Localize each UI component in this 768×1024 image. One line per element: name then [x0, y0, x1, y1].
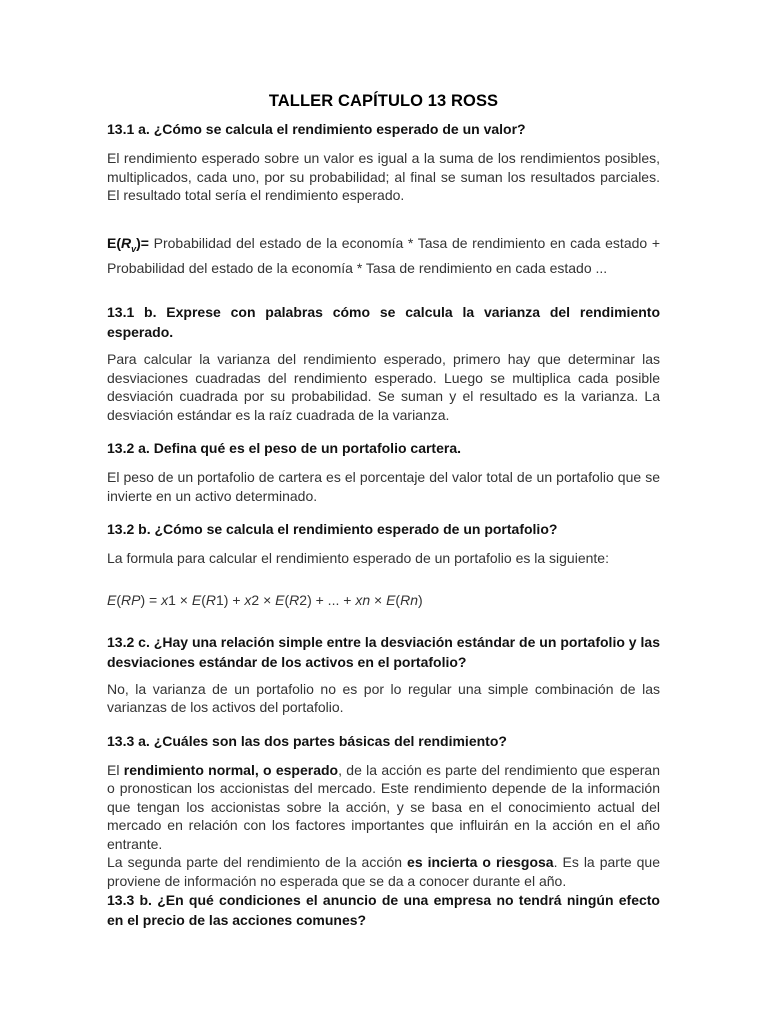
formula-e: E — [386, 591, 396, 608]
answer-13-2-c: No, la varianza de un portafolio no es por lo regular una simple combinación de las varianzas de los activos del portafolio. — [107, 680, 660, 716]
answer-text: El — [107, 761, 124, 778]
formula-rn: Rn — [400, 591, 418, 608]
formula-paren: ) = — [140, 591, 162, 608]
formula-term: 2 × — [251, 591, 276, 608]
formula-r: R — [205, 591, 216, 608]
formula-term: 2) + ... + — [299, 591, 356, 608]
portfolio-return-formula — [107, 590, 660, 610]
answer-bold-text: rendimiento normal, o esperado — [123, 761, 339, 778]
question-13-1-b: 13.1 b. Exprese con palabras cómo se calcula la varianza del rendimiento esperado. — [107, 304, 660, 341]
formula-lead-close: )= — [136, 234, 149, 251]
formula-e: E — [191, 591, 202, 608]
question-13-2-a: 13.2 a. Defina qué es el peso de un portafolio cartera. — [107, 440, 461, 457]
answer-13-3-a-part1 — [107, 761, 660, 854]
formula-paren: ( — [395, 591, 401, 608]
formula-r: R — [289, 591, 300, 608]
formula-paren: ( — [284, 591, 290, 608]
question-13-3-b: 13.3 b. ¿En qué condiciones el anuncio de una empresa no tendrá ningún efecto en el precio de las acciones comunes? — [107, 892, 660, 929]
document-title: TALLER CAPÍTULO 13 ROSS — [268, 92, 499, 110]
answer-bold-text: es incierta o riesgosa — [407, 854, 554, 871]
formula-term: 1 × — [168, 591, 192, 608]
formula-x: x — [161, 591, 169, 608]
formula-lead-r: R — [121, 234, 132, 251]
question-13-1-a: 13.1 a. ¿Cómo se calcula el rendimiento esperado de un valor? — [107, 121, 526, 137]
formula-paren: ) — [418, 591, 423, 608]
answer-text: , de la acción es parte del rendimiento que esperan o pronostican los accionistas del mercado. Este rendimiento depende de la información que tengan los accionistas sobre la acción, y se basa en el conocimiento actual del mercado en relación con los factores importantes que influirán en la acción en el año entrante. — [107, 761, 661, 852]
answer-text: . Es la parte que proviene de información no esperada que se da a conocer durante el año. — [107, 854, 661, 889]
answer-13-2-b: La formula para calcular el rendimiento esperado de un portafolio es la siguiente: — [107, 550, 609, 567]
formula-lead-e: E( — [107, 234, 121, 251]
answer-text: La segunda parte del rendimiento de la acción — [107, 854, 408, 871]
formula-paren: ( — [116, 591, 122, 608]
formula-e: E — [107, 591, 117, 608]
formula-x: x — [244, 591, 252, 608]
question-13-3-a: 13.3 a. ¿Cuáles son las dos partes básicas del rendimiento? — [107, 732, 507, 749]
formula-text: Probabilidad del estado de la economía * Tasa de rendimiento en cada estado + Probabilidad del estado de la economía * Tasa de rendimiento en cada estado ... — [107, 234, 660, 277]
question-13-2-b: 13.2 b. ¿Cómo se calcula el rendimiento esperado de un portafolio? — [107, 521, 558, 538]
question-13-2-c: 13.2 c. ¿Hay una relación simple entre la desviación estándar de un portafolio y las desviaciones estándar de los activos en el portafolio? — [107, 633, 660, 670]
answer-13-1-a: El rendimiento esperado sobre un valor es igual a la suma de los rendimientos posibles, multiplicados, cada uno, por su probabilidad; al final se suman los resultados parciales. El resultado total sería el rendimiento esperado. — [107, 150, 660, 203]
formula-rp: RP — [121, 591, 141, 608]
answer-13-3-a-part2 — [107, 853, 660, 890]
formula-paren: ( — [201, 591, 206, 608]
formula-term: 1) + — [215, 591, 245, 608]
formula-e: E — [275, 591, 285, 608]
answer-13-1-b: Para calcular la varianza del rendimiento esperado, primero hay que determinar las desviaciones cuadradas del rendimiento esperado. Luego se multiplica cada posible desviación cuadrada por su probabilidad. Se suman y el resultado es la varianza. La desviación estándar es la raíz cuadrada de la varianza. — [107, 351, 660, 423]
expected-return-formula — [107, 233, 660, 279]
formula-term: × — [370, 591, 387, 608]
formula-lead-sub: v — [131, 243, 137, 254]
answer-13-2-a: El peso de un portafolio de cartera es el porcentaje del valor total de un portafolio que se invierte en un activo determinado. — [107, 469, 660, 504]
formula-xn: xn — [355, 591, 371, 608]
